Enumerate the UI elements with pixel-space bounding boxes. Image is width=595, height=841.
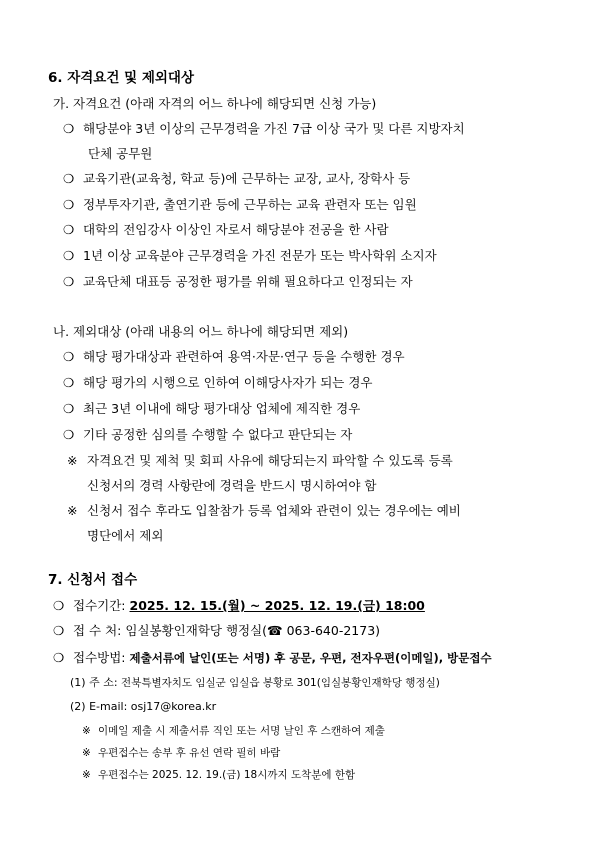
circle-bullet-icon: ❍ [63, 171, 75, 186]
section-7-title: 7. 신청서 접수 [48, 572, 138, 588]
circle-bullet-icon: ❍ [63, 222, 75, 237]
exclusion-item: ❍ 최근 3년 이내에 해당 평가대상 업체에 제직한 경우 [63, 401, 361, 416]
circle-bullet-icon: ❍ [63, 197, 75, 212]
email-value: osj17@korea.kr [130, 700, 217, 713]
note-mark-icon: ※ [67, 503, 78, 518]
qualification-header: 가. 자격요건 (아래 자격의 어느 하나에 해당되면 신청 가능) [53, 96, 377, 111]
submission-note: ※ 우편접수는 2025. 12. 19.(금) 18시까지 도착분에 한함 [82, 769, 356, 781]
qualification-item: ❍ 대학의 전임강사 이상인 자로서 해당분야 전공을 한 사람 [63, 222, 389, 237]
method-value: 제출서류에 날인(또는 서명) 후 공문, 우편, 전자우편(이메일), 방문접수 [129, 651, 492, 665]
address-label: (1) 주 소: [70, 676, 118, 689]
circle-bullet-icon: ❍ [63, 121, 75, 136]
exclusion-item: ❍ 기타 공정한 심의를 수행할 수 없다고 판단되는 자 [63, 427, 353, 442]
exclusion-note: ※ 자격요건 및 제척 및 회피 사유에 해당되는지 파악할 수 있도록 등록 [67, 453, 453, 468]
exclusion-item: ❍ 해당 평가대상과 관련하여 용역·자문·연구 등을 수행한 경우 [63, 349, 405, 364]
period-value: 2025. 12. 15.(월) ~ 2025. 12. 19.(금) 18:00 [129, 598, 425, 613]
exclusion-item: ❍ 해당 평가의 시행으로 인하여 이해당사자가 되는 경우 [63, 375, 373, 390]
circle-bullet-icon: ❍ [63, 248, 75, 263]
place-label: 접 수 처: [73, 623, 122, 638]
circle-bullet-icon: ❍ [63, 375, 75, 390]
period-row [53, 598, 425, 614]
circle-bullet-icon: ❍ [63, 401, 75, 416]
circle-bullet-icon: ❍ [53, 650, 65, 665]
section-6-title: 6. 자격요건 및 제외대상 [48, 70, 194, 86]
qualification-item-continued: 단체 공무원 [88, 146, 153, 161]
method-label: 접수방법: [73, 650, 126, 665]
exclusion-note-continued: 신청서의 경력 사항란에 경력을 반드시 명시하여야 함 [87, 478, 377, 493]
circle-bullet-icon: ❍ [53, 598, 65, 613]
exclusion-note-continued: 명단에서 제외 [87, 528, 164, 543]
qualification-item: ❍ 해당분야 3년 이상의 근무경력을 가진 7급 이상 국가 및 다른 지방자치 [63, 121, 465, 136]
exclusion-note: ※ 신청서 접수 후라도 입찰참가 등록 업체와 관련이 있는 경우에는 예비 [67, 503, 461, 518]
note-mark-icon: ※ [82, 747, 91, 759]
submission-note: ※ 이메일 제출 시 제출서류 직인 또는 서명 날인 후 스캔하여 제출 [82, 725, 385, 737]
method-row [53, 650, 492, 666]
note-mark-icon: ※ [67, 453, 78, 468]
circle-bullet-icon: ❍ [63, 349, 75, 364]
qualification-item: ❍ 정부투자기관, 출연기관 등에 근무하는 교육 관련자 또는 임원 [63, 197, 417, 212]
note-mark-icon: ※ [82, 769, 91, 781]
qualification-item: ❍ 교육단체 대표등 공정한 평가를 위해 필요하다고 인정되는 자 [63, 274, 413, 289]
exclusion-header: 나. 제외대상 (아래 내용의 어느 하나에 해당되면 제외) [53, 324, 349, 339]
circle-bullet-icon: ❍ [63, 427, 75, 442]
email-label: (2) E-mail: [70, 700, 128, 713]
place-row [53, 623, 380, 639]
place-value: 임실봉황인재학당 행정실(☎ 063-640-2173) [125, 623, 381, 638]
circle-bullet-icon: ❍ [63, 274, 75, 289]
address-row [70, 675, 440, 691]
period-label: 접수기간: [73, 598, 126, 613]
submission-note: ※ 우편접수는 송부 후 유선 연락 필히 바람 [82, 747, 281, 759]
address-value: 전북특별자치도 임실군 임실읍 봉황로 301(임실봉황인재학당 행정실) [121, 677, 440, 689]
qualification-item: ❍ 교육기관(교육청, 학교 등)에 근무하는 교장, 교사, 장학사 등 [63, 171, 411, 186]
email-row [70, 699, 216, 715]
qualification-item: ❍ 1년 이상 교육분야 근무경력을 가진 전문가 또는 박사학위 소지자 [63, 248, 437, 263]
circle-bullet-icon: ❍ [53, 623, 65, 638]
note-mark-icon: ※ [82, 725, 91, 737]
